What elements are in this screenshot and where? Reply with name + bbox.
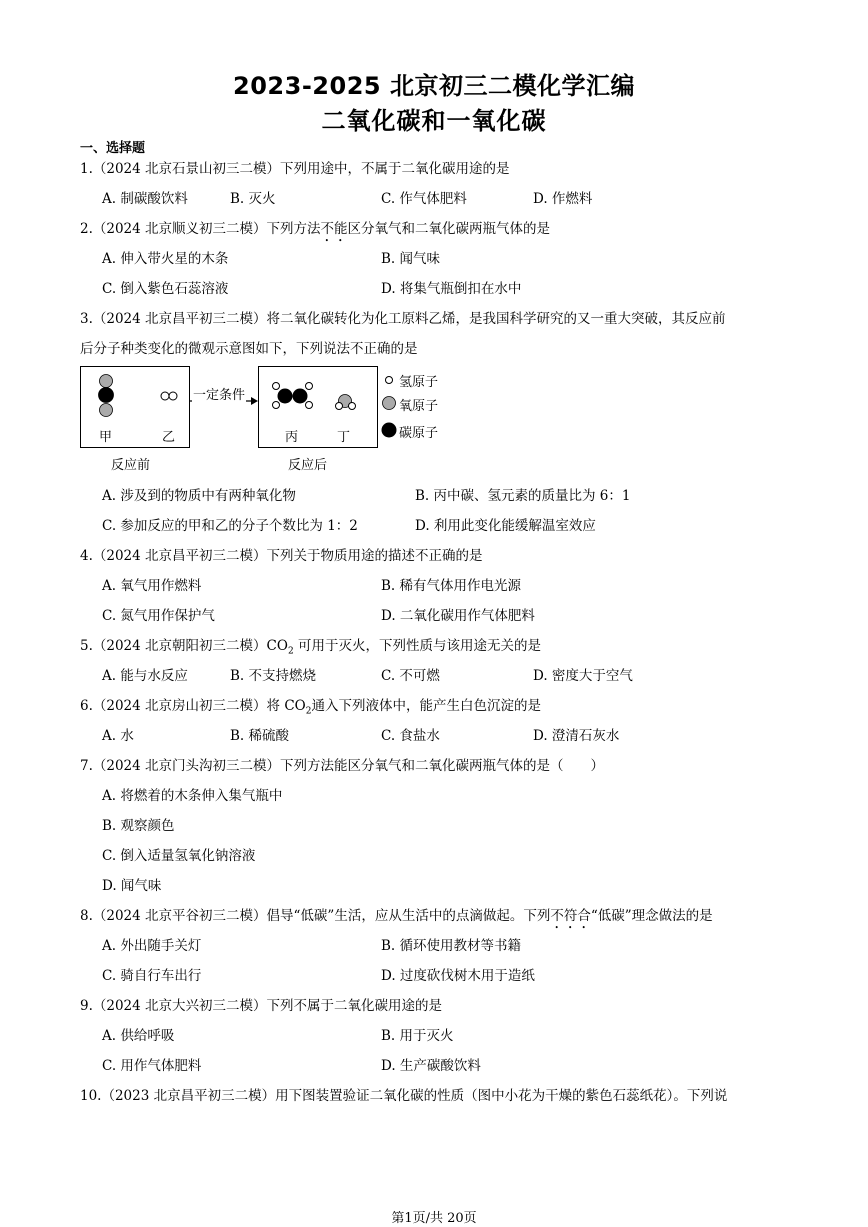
- q9-option-b: B. 用于灭火: [381, 1028, 454, 1044]
- q7-option-a: A. 将燃着的木条伸入集气瓶中: [102, 788, 283, 804]
- q8-option-d: D. 过度砍伐树木用于造纸: [381, 968, 535, 984]
- label-yi: 乙: [162, 430, 176, 445]
- legend-carbon: 碳原子: [399, 426, 439, 441]
- caption-after-reaction: 反应后: [288, 458, 328, 473]
- q5-option-a: A. 能与水反应: [102, 668, 188, 684]
- q4-option-d: D. 二氧化碳用作气体肥料: [381, 608, 535, 624]
- document-title: 2023-2025 北京初三二模化学汇编: [233, 72, 635, 100]
- q8-option-b: B. 循环使用教材等书籍: [381, 938, 522, 954]
- q2-option-d: D. 将集气瓶倒扣在水中: [381, 281, 522, 297]
- reaction-diagram: [80, 364, 480, 474]
- q2-option-a: A. 伸入带火星的木条: [102, 251, 229, 267]
- q4-option-c: C. 氮气用作保护气: [102, 608, 215, 624]
- label-ding: 丁: [337, 430, 351, 445]
- q5-option-b: B. 不支持燃烧: [230, 668, 317, 684]
- question-5-stem: 5.（2024 北京朝阳初三二模）$CO_2$ 可用于灭火，下列性质与该用途无关的是: [80, 638, 541, 657]
- q9-option-c: C. 用作气体肥料: [102, 1058, 202, 1074]
- section-title: 一、选择题: [80, 141, 146, 156]
- q9-option-d: D. 生产碳酸饮料: [381, 1058, 481, 1074]
- q5-option-d: D. 密度大于空气: [533, 668, 633, 684]
- q8-option-a: A. 外出随手关灯: [102, 938, 202, 954]
- q6-option-b: B. 稀硫酸: [230, 728, 290, 744]
- q7-option-d: D. 闻气味: [102, 878, 162, 894]
- q1-option-b: B. 灭火: [230, 191, 276, 207]
- legend-oxygen: 氧原子: [399, 399, 439, 414]
- label-jia: 甲: [99, 430, 113, 445]
- question-4-stem: 4.（2024 北京昌平初三二模）下列关于物质用途的描述不正确的是: [80, 548, 483, 564]
- q9-option-a: A. 供给呼吸: [102, 1028, 175, 1044]
- question-8-stem: 8.（2024 北京平谷初三二模）倡导“低碳”生活，应从生活中的点滴做起。下列不符合“低碳”理念做法的是: [80, 908, 713, 924]
- q7-option-c: C. 倒入适量氢氧化钠溶液: [102, 848, 256, 864]
- question-3-stem: 3.（2024 北京昌平初三二模）将二氧化碳转化为化工原料乙烯，是我国科学研究的又一重大突破，其反应前: [80, 311, 726, 327]
- caption-before-reaction: 反应前: [111, 458, 151, 473]
- q7-option-b: B. 观察颜色: [102, 818, 175, 834]
- q6-option-c: C. 食盐水: [381, 728, 440, 744]
- label-bing: 丙: [285, 430, 299, 445]
- q3-option-d: D. 利用此变化能缓解温室效应: [415, 518, 596, 534]
- question-1-stem: 1.（2024 北京石景山初三二模）下列用途中，不属于二氧化碳用途的是: [80, 161, 510, 177]
- q5-option-c: C. 不可燃: [381, 668, 440, 684]
- q4-option-b: B. 稀有气体用作电光源: [381, 578, 522, 594]
- q1-option-c: C. 作气体肥料: [381, 191, 467, 207]
- q1-option-a: A. 制碳酸饮料: [102, 191, 188, 207]
- q8-option-c: C. 骑自行车出行: [102, 968, 202, 984]
- q1-option-d: D. 作燃料: [533, 191, 593, 207]
- question-3-stem-continued: 后分子种类变化的微观示意图如下，下列说法不正确的是: [80, 341, 418, 357]
- page-footer: 第1页/共 20页: [391, 1211, 477, 1226]
- q4-option-a: A. 氧气用作燃料: [102, 578, 202, 594]
- question-9-stem: 9.（2024 北京大兴初三二模）下列不属于二氧化碳用途的是: [80, 998, 443, 1014]
- q2-option-c: C. 倒入紫色石蕊溶液: [102, 281, 229, 297]
- q2-option-b: B. 闻气味: [381, 251, 441, 267]
- question-10-stem: 10.（2023 北京昌平初三二模）用下图装置验证二氧化碳的性质（图中小花为干燥的紫色石蕊纸花）。下列说: [80, 1088, 728, 1104]
- q6-option-a: A. 水: [102, 728, 134, 744]
- q3-option-a: A. 涉及到的物质中有两种氧化物: [102, 488, 296, 504]
- q3-option-b: B. 丙中碳、氢元素的质量比为 6：1: [415, 488, 631, 504]
- legend-hydrogen: 氢原子: [399, 375, 439, 390]
- question-7-stem: 7.（2024 北京门头沟初三二模）下列方法能区分氧气和二氧化碳两瓶气体的是（ ）: [80, 758, 605, 774]
- q6-option-d: D. 澄清石灰水: [533, 728, 620, 744]
- document-subtitle: 二氧化碳和一氧化碳: [321, 107, 547, 135]
- q3-option-c: C. 参加反应的甲和乙的分子个数比为 1：2: [102, 518, 358, 534]
- question-6-stem: 6.（2024 北京房山初三二模）将 $CO_2$通入下列液体中，能产生白色沉淀的是: [80, 698, 541, 717]
- arrow-condition-label: 一定条件: [192, 384, 246, 403]
- question-2-stem: 2.（2024 北京顺义初三二模）下列方法不能区分氧气和二氧化碳两瓶气体的是: [80, 221, 551, 237]
